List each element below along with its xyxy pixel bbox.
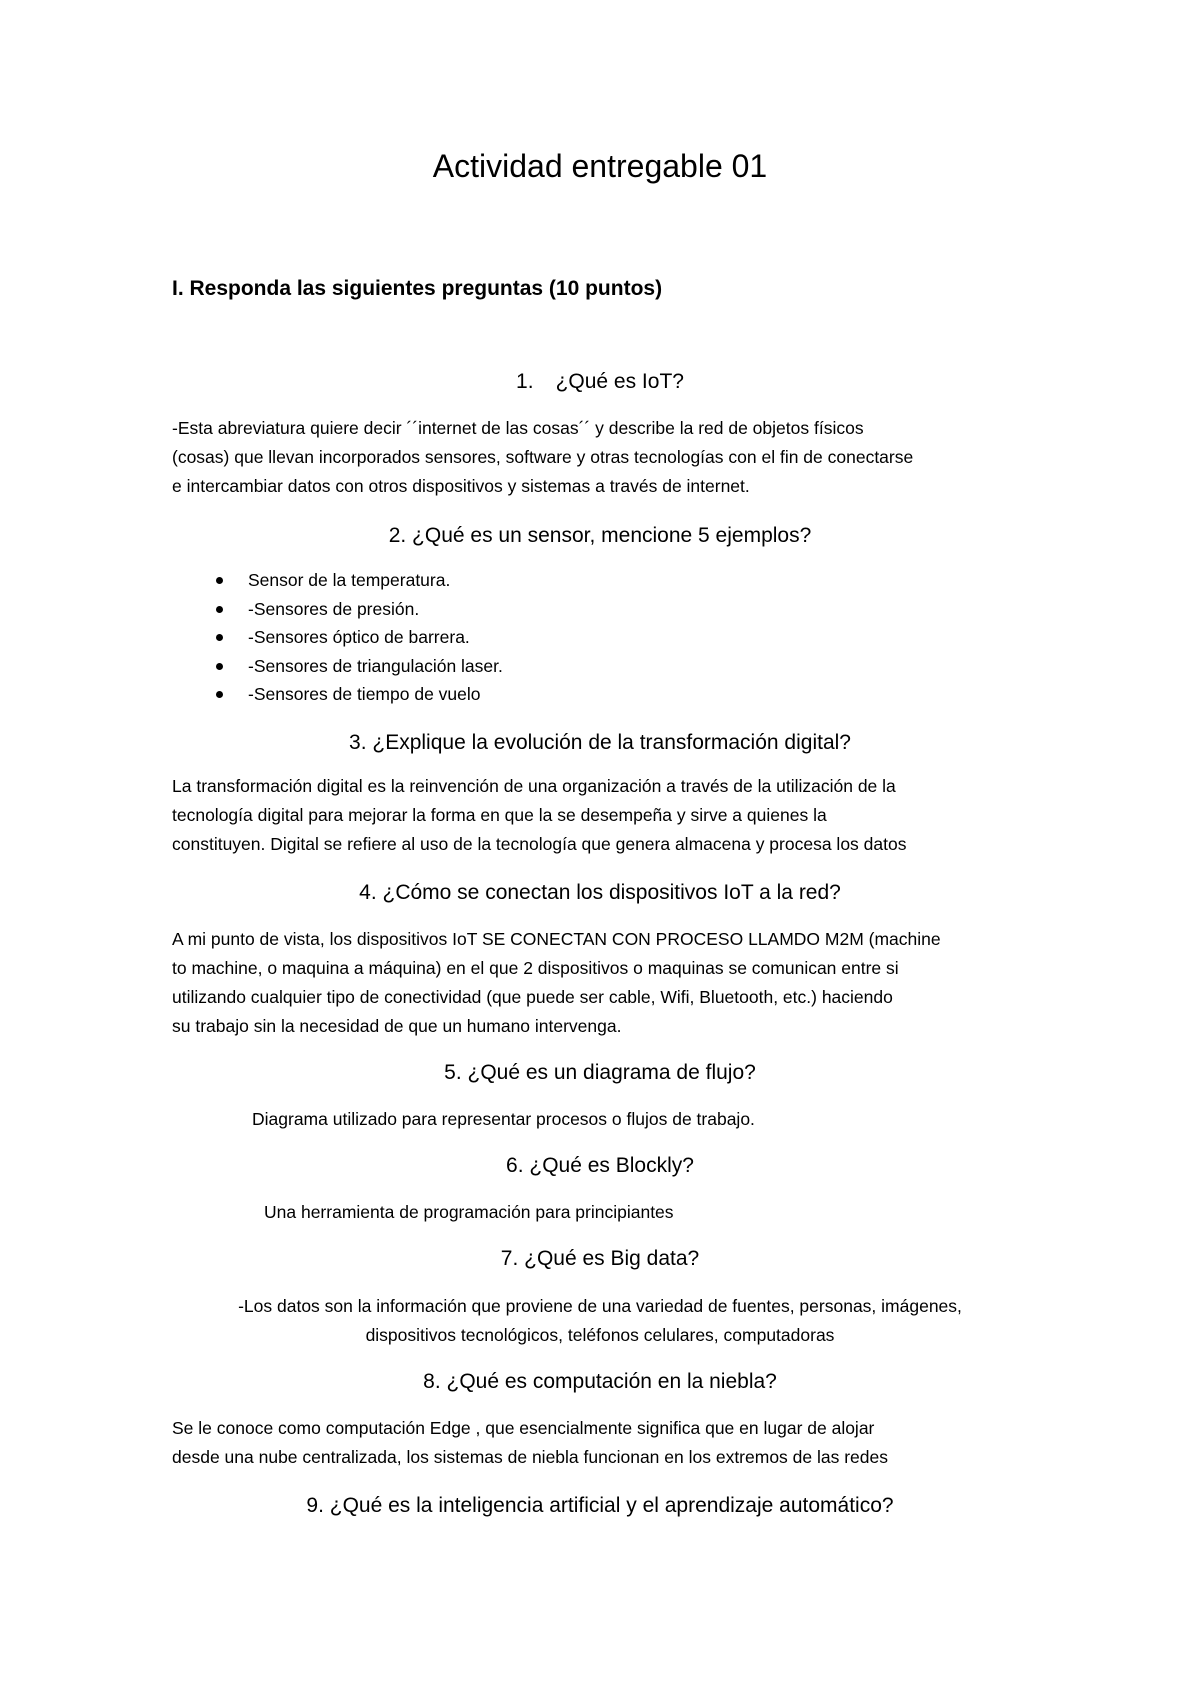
answer-4-line-2: to machine, o maquina a máquina) en el que 2 dispositivos o maquinas se comunican entre si <box>172 958 899 978</box>
bullet-icon <box>216 634 223 641</box>
list-item <box>210 623 503 652</box>
list-item-text: -Sensores óptico de barrera. <box>248 627 470 648</box>
list-item-text: Sensor de la temperatura. <box>248 570 451 590</box>
question-1-number: 1. <box>516 370 534 393</box>
answer-3-line-3: constituyen. Digital se refiere al uso de la tecnología que genera almacena y procesa los datos <box>172 834 907 854</box>
question-8: 8. ¿Qué es computación en la niebla? <box>423 1370 777 1393</box>
question-3: 3. ¿Explique la evolución de la transformación digital? <box>349 731 851 754</box>
answer-6: Una herramienta de programación para principiantes <box>264 1202 674 1222</box>
question-2: 2. ¿Qué es un sensor, mencione 5 ejemplos? <box>388 524 812 547</box>
answer-8-line-2: desde una nube centralizada, los sistemas de niebla funcionan en los extremos de las redes <box>172 1447 888 1467</box>
answer-3-line-2: tecnología digital para mejorar la forma en que la se desempeña y sirve a quienes la <box>172 805 827 825</box>
answer-4-line-3: utilizando cualquier tipo de conectividad (que puede ser cable, Wifi, Bluetooth, etc.) haciendo <box>172 987 893 1007</box>
bullet-icon <box>216 606 223 613</box>
list-item-text: -Sensores de triangulación laser. <box>248 655 503 676</box>
question-9: 9. ¿Qué es la inteligencia artificial y el aprendizaje automático? <box>306 1494 894 1517</box>
document-title: Actividad entregable 01 <box>432 148 768 184</box>
list-item-text: -Sensores de tiempo de vuelo <box>248 684 481 705</box>
question-6: 6. ¿Qué es Blockly? <box>506 1154 694 1177</box>
list-item <box>210 566 503 595</box>
section-heading: I. Responda las siguientes preguntas (10 puntos) <box>172 277 663 300</box>
question-5: 5. ¿Qué es un diagrama de flujo? <box>444 1061 756 1084</box>
list-item <box>210 680 503 709</box>
bullet-icon <box>216 663 223 670</box>
answer-7-line-1: -Los datos son la información que proviene de una variedad de fuentes, personas, imágenes, <box>238 1296 962 1316</box>
answer-4-line-4: su trabajo sin la necesidad de que un humano intervenga. <box>172 1016 622 1036</box>
answer-1-line-1: -Esta abreviatura quiere decir ´´internet de las cosas´´ y describe la red de objetos físicos <box>172 418 864 438</box>
answer-3-line-1: La transformación digital es la reinvención de una organización a través de la utilización de la <box>172 776 896 796</box>
answer-1-line-2: (cosas) que llevan incorporados sensores, software y otras tecnologías con el fin de conectarse <box>172 447 914 467</box>
question-4: 4. ¿Cómo se conectan los dispositivos IoT a la red? <box>359 881 841 904</box>
answer-8-line-1: Se le conoce como computación Edge , que esencialmente significa que en lugar de alojar <box>172 1418 875 1438</box>
question-7: 7. ¿Qué es Big data? <box>500 1247 700 1270</box>
list-item <box>210 652 503 681</box>
answer-1-line-3: e intercambiar datos con otros dispositivos y sistemas a través de internet. <box>172 476 750 496</box>
answer-5: Diagrama utilizado para representar procesos o flujos de trabajo. <box>252 1109 755 1129</box>
list-item-text: -Sensores de presión. <box>248 598 420 619</box>
bullet-icon <box>216 691 223 698</box>
list-item <box>210 595 503 624</box>
bullet-icon <box>216 577 223 584</box>
answer-4-line-1: A mi punto de vista, los dispositivos IoT SE CONECTAN CON PROCESO LLAMDO M2M (machine <box>172 929 941 949</box>
sensor-examples-list <box>210 566 503 709</box>
question-1-text: ¿Qué es IoT? <box>555 370 684 393</box>
question-1 <box>0 367 1200 397</box>
answer-7-line-2: dispositivos tecnológicos, teléfonos celulares, computadoras <box>365 1325 835 1345</box>
